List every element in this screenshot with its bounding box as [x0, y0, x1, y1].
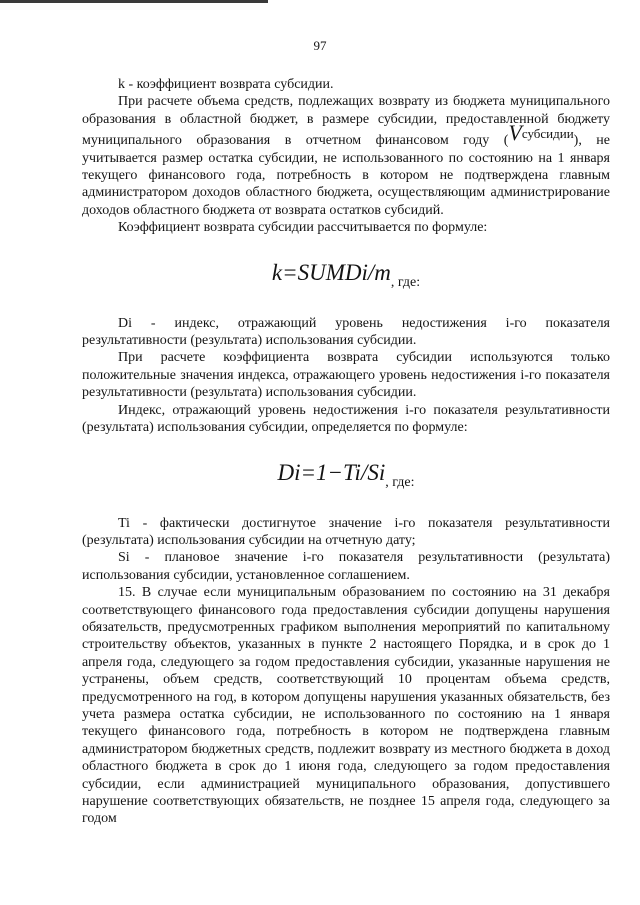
v-symbol: V [508, 120, 522, 146]
paragraph-formula-intro: Коэффициент возврата субсидии рассчитывается по формуле: [118, 220, 488, 236]
formula-k-expression: k=SUMDi/m [271, 259, 391, 285]
formula-di-tail: , где: [385, 474, 415, 490]
document-body [82, 76, 610, 828]
paragraph-item-15: 15. В случае если муниципальным образованием по состоянию на 31 декабря соответствующего финансового года предоставления субсидии допущены нарушения обязательств, предусмотренных графиком выполнения мероприятий по капитальному строительству объектов, указанных в пункте 2 настоящего Порядка, и в срок до 1 апреля года, следующего за годом предоставления субсидии, указанные нарушения не устранены, объем средств, соответствующий 10 процентам объема средств, предусмотренного на год, в котором допущены нарушения указанных обязательств, без учета размера остатка субсидии, не использованного по состоянию на 1 января текущего финансового года, потребность в котором не подтверждена главным администратором бюджетных средств, подлежит возврату из местного бюджета в доход областного бюджета в срок до 1 июня года, следующего за годом предоставления субсидии, если администрацией муниципального образования, допустившего нарушение соответствующих обязательств, не позднее 15 апреля года, следующего за годом [82, 585, 610, 827]
paragraph-ti-definition: Ti - фактически достигнутое значение i-го показателя результативности (результата) использования субсидии на отчетную дату; [82, 515, 610, 548]
paragraph-si-definition: Si - плановое значение i-го показателя результативности (результата) использования субсидии, установленное соглашением. [82, 550, 610, 583]
paragraph-di-definition: Di - индекс, отражающий уровень недостижения i-го показателя результативности (результата) использования субсидии. [82, 315, 610, 349]
paragraph-k-definition: k - коэффициент возврата субсидии. [118, 77, 334, 92]
top-rule [0, 0, 268, 3]
formula-di-expression: Di=1−Ti/Si [277, 459, 386, 485]
formula-k-tail: , где: [390, 274, 421, 290]
page-number: 97 [313, 38, 327, 53]
paragraph-positive-values: При расчете коэффициента возврата субсидии используются только положительные значения индекса, отражающего уровень недостижения i-го показателя результативности (результата) использования субсидии. [82, 350, 610, 401]
paragraph-calculation-volume-start: При расчете объема средств, подлежащих возврату из бюджета муниципального образования в областной бюджет, в размере субсидии, предоставленной бюджету муниципального образования в отчетном финансовом году ( [82, 94, 610, 149]
paragraph-index-formula-intro: Индекс, отражающий уровень недостижения i-го показателя результативности (результата) использования субсидии, определяется по формуле: [82, 402, 610, 436]
paragraph-calculation-volume-end: ), не учитывается размер остатка субсидии, не использованного по состоянию на 1 января текущего финансового года, потребность в котором не подтверждена главным администратором доходов областного бюджета, осуществляющим администрирование доходов областного бюджета от возврата остатков субсидий. [82, 133, 611, 218]
formula-k [82, 259, 610, 291]
v-subscript: субсидии [521, 126, 574, 142]
paragraph-calculation-volume [82, 93, 610, 219]
formula-di [82, 459, 610, 491]
